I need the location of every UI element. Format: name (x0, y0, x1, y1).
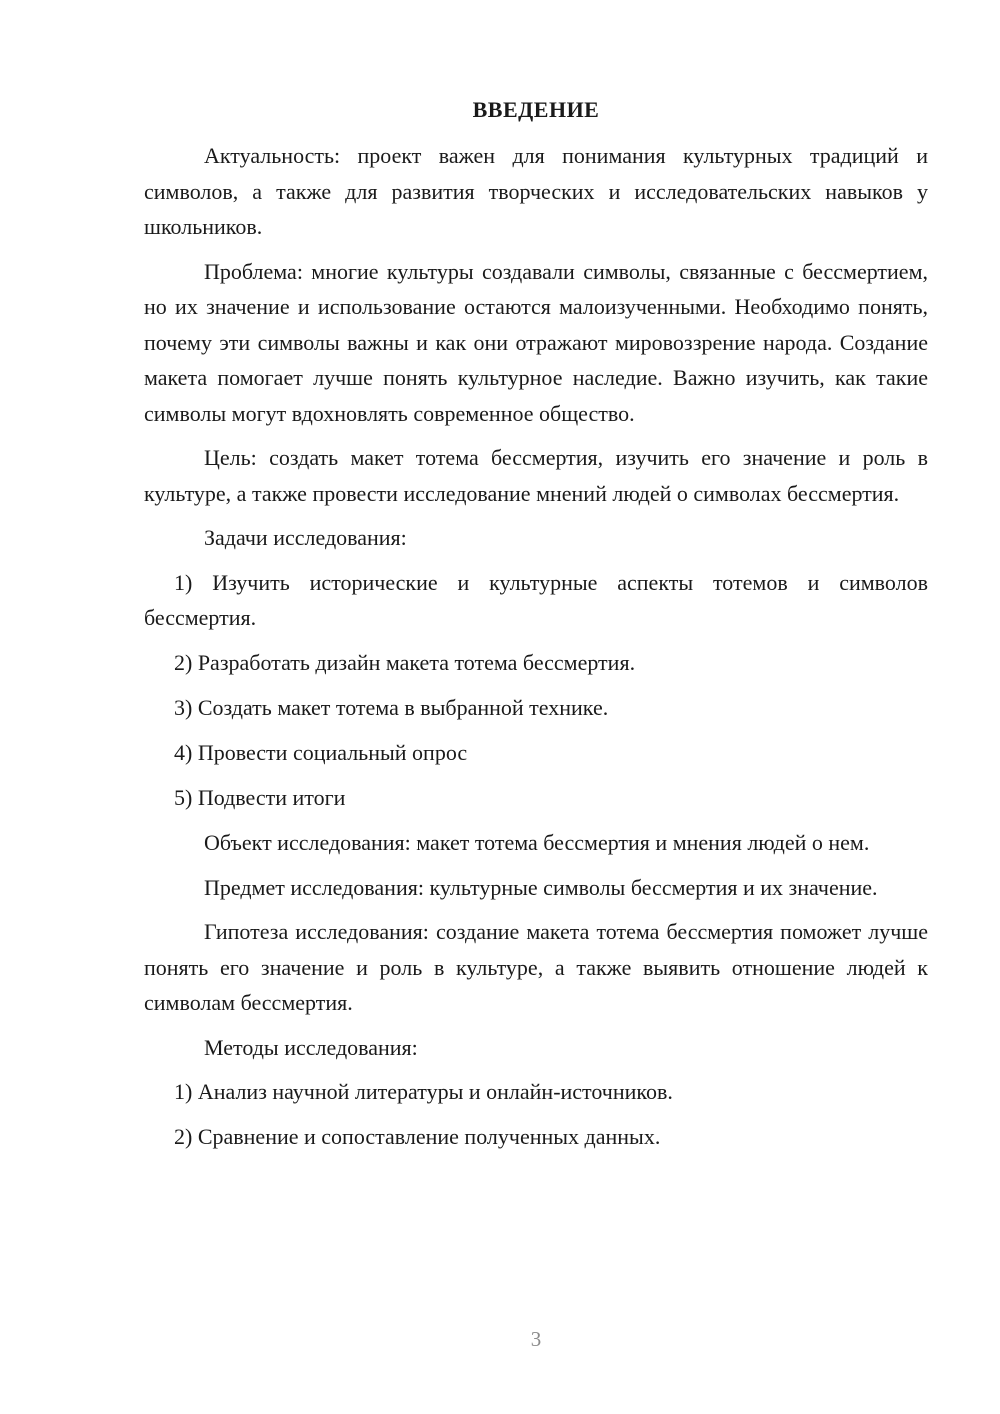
document-page (144, 92, 928, 1164)
method-item: 1) Анализ научной литературы и онлайн-источников. (174, 1079, 673, 1104)
object-paragraph: Объект исследования: макет тотема бессмертия и мнения людей о нем. (204, 830, 870, 855)
page-number: 3 (530, 1327, 542, 1351)
methods-title: Методы исследования: (204, 1034, 418, 1060)
section-heading: ВВЕДЕНИЕ (472, 97, 600, 122)
task-item: 2) Разработать дизайн макета тотема бессмертия. (174, 650, 636, 675)
method-item: 2) Сравнение и сопоставление полученных данных. (174, 1124, 661, 1149)
tasks-title: Задачи исследования: (204, 525, 407, 550)
goal-paragraph: Цель: создать макет тотема бессмертия, изучить его значение и роль в культуре, а также провести исследование мнений людей о символах бессмертия. (144, 445, 928, 506)
hypothesis-paragraph: Гипотеза исследования: создание макета тотема бессмертия поможет лучше понять его значение и роль в культуре, а также выявить отношение людей к символам бессмертия. (144, 919, 928, 1015)
task-item: 5) Подвести итоги (174, 785, 346, 810)
task-item: 3) Создать макет тотема в выбранной технике. (174, 695, 609, 720)
relevance-paragraph: Актуальность: проект важен для понимания культурных традиций и символов, а также для развития творческих и исследовательских навыков у школьников. (144, 143, 928, 239)
subject-paragraph: Предмет исследования: культурные символы бессмертия и их значение. (204, 874, 878, 900)
task-item: 4) Провести социальный опрос (174, 740, 468, 765)
problem-paragraph: Проблема: многие культуры создавали символы, связанные с бессмертием, но их значение и использование остаются малоизученными. Необходимо понять, почему эти символы важны и как они отражают мировоззрение народа. Создание макета помогает лучше понять культурное наследие. Важно изучить, как такие символы могут вдохновлять современное общество. (144, 258, 928, 426)
task-item: 1) Изучить исторические и культурные аспекты тотемов и символов бессмертия. (144, 569, 928, 630)
